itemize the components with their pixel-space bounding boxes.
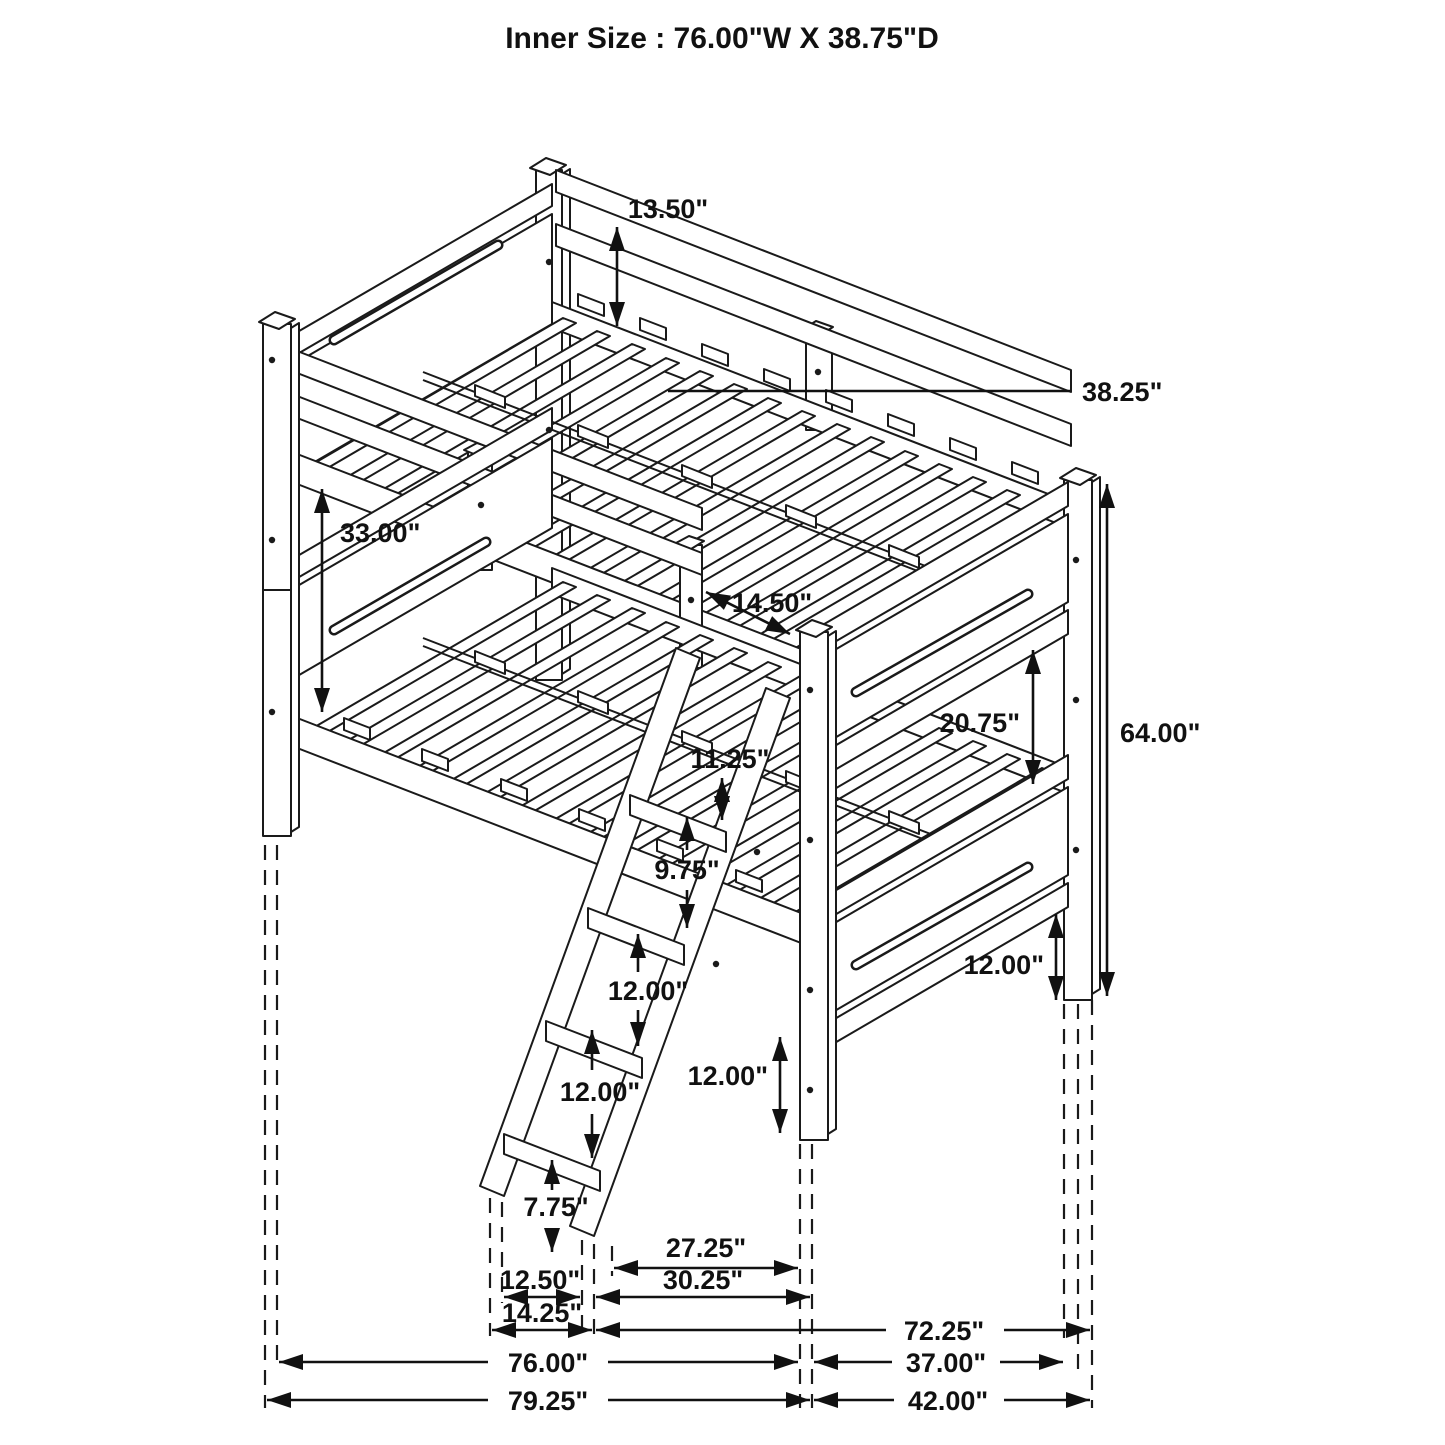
dim-42-00	[814, 1386, 1090, 1416]
dim-label-step3-to-step4: 12.00"	[559, 1077, 641, 1107]
ladder-step	[546, 1021, 642, 1078]
dim-76-00	[279, 1348, 798, 1378]
dim-37-00	[814, 1348, 1063, 1378]
dim-label-rear-post-to-floor: 12.00"	[963, 950, 1044, 980]
dim-27-25	[614, 1233, 798, 1268]
dim-label-rail-above-deck: 13.50"	[627, 194, 709, 224]
dim-79-25	[267, 1386, 810, 1416]
ladder-step	[588, 908, 684, 965]
dim-label-footboard-gap: 20.75"	[939, 708, 1020, 738]
dim-label-ladder-feet-outer: 14.25"	[501, 1298, 583, 1328]
dim-72-25	[596, 1316, 1090, 1346]
dim-label-rail-length: 72.25"	[903, 1316, 985, 1346]
dim-label-overall-depth: 42.00"	[907, 1386, 989, 1416]
dim-label-step-to-floor: 7.75"	[523, 1192, 589, 1222]
dim-64-00	[1107, 484, 1200, 996]
dim-label-ladder-to-post-outer: 30.25"	[662, 1265, 744, 1295]
dim-label-overall-height: 64.00"	[1120, 718, 1201, 748]
dim-label-ladder-to-post: 27.25"	[665, 1233, 747, 1263]
dim-label-overall-width: 79.25"	[507, 1386, 589, 1416]
front-left-post	[259, 312, 299, 836]
dim-label-step2-to-step3: 12.00"	[607, 976, 689, 1006]
dim-14-25	[492, 1298, 592, 1330]
dim-label-rail-to-step1: 11.25"	[690, 744, 770, 774]
front-right-post	[796, 620, 836, 1140]
page-title: Inner Size : 76.00"W X 38.75"D	[505, 22, 939, 55]
dim-label-bunk-gap: 33.00"	[340, 518, 421, 548]
dim-30-25	[596, 1265, 810, 1297]
dim-12-50	[500, 1265, 580, 1297]
dim-12-00-front-post	[688, 1037, 780, 1133]
dim-label-inner-width: 76.00"	[507, 1348, 589, 1378]
dim-label-inner-depth: 37.00"	[905, 1348, 987, 1378]
dim-label-ladder-opening: 14.50"	[731, 588, 813, 618]
dim-label-front-post-to-floor: 12.00"	[687, 1061, 768, 1091]
dim-label-slat-depth: 38.25"	[1082, 377, 1163, 407]
dim-label-step1-to-step2: 9.75"	[654, 855, 720, 885]
dim-label-ladder-feet-inner: 12.50"	[499, 1265, 581, 1295]
